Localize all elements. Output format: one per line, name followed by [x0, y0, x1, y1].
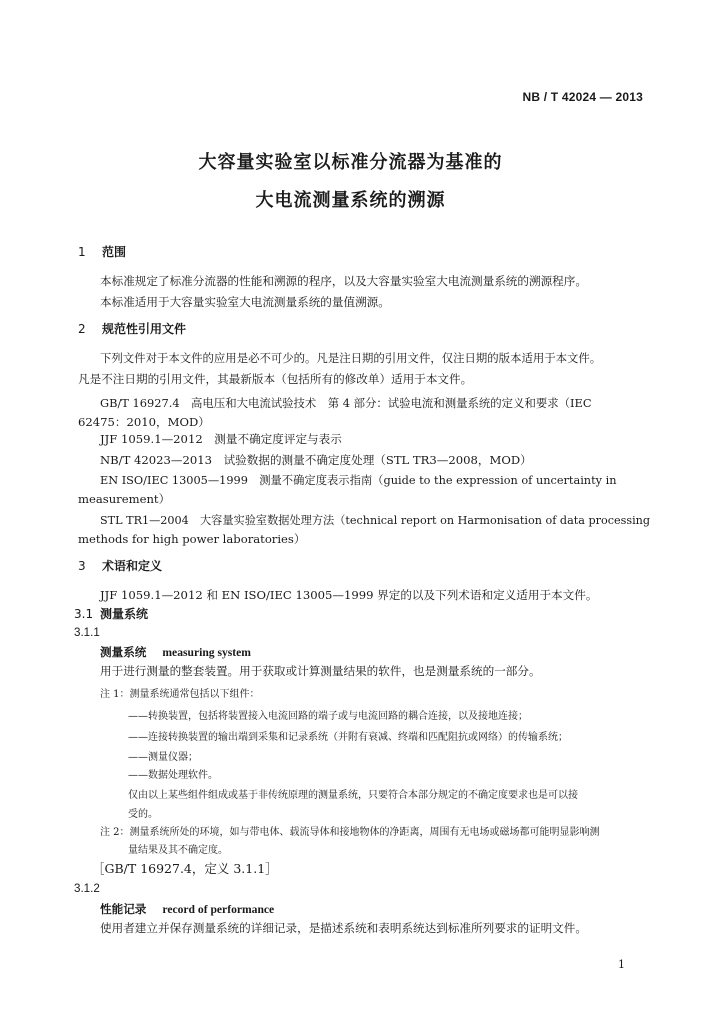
reference-item: methods for high power laboratories）	[78, 532, 306, 546]
section-3-heading	[78, 557, 658, 575]
reference-item: STL TR1—2004 大容量实验室数据处理方法（technical report on Harmonisation of data processing	[100, 514, 651, 527]
subsection-number: 3.1.1	[74, 626, 100, 639]
document-title-line-2: 大电流测量系统的溯源	[255, 190, 446, 211]
subsection-3-1-heading	[74, 605, 654, 623]
page-number: 1	[618, 958, 625, 971]
term-english: measuring system	[162, 646, 251, 659]
section-2-heading	[78, 320, 658, 338]
note-paragraph: 仅由以上某些组件组成或基于非传统原理的测量系统，只要符合本部分规定的不确定度要求也是可以接	[128, 790, 578, 801]
term-definition: 用于进行测量的整套装置。用于获取或计算测量结果的软件，也是测量系统的一部分。	[100, 664, 541, 678]
section-1-heading	[78, 243, 658, 261]
reference-item: NB/T 42023—2013 试验数据的测量不确定度处理（STL TR3—2008，MOD）	[100, 453, 532, 467]
document-title-line-1: 大容量实验室以标准分流器为基准的	[198, 152, 503, 173]
subsection-title: 测量系统	[100, 607, 149, 621]
section-number: 3	[78, 559, 86, 573]
term-entry	[100, 900, 680, 919]
paragraph: 本标准适用于大容量实验室大电流测量系统的量值溯源。	[100, 295, 390, 309]
reference-item: 62475：2010，MOD）	[78, 415, 210, 429]
reference-item: measurement）	[78, 492, 171, 506]
standard-number: NB / T 42024 — 2013	[522, 90, 643, 104]
paragraph: 下列文件对于本文件的应用是必不可少的。凡是注日期的引用文件，仅注日期的版本适用于本文件。	[100, 351, 602, 365]
section-title: 术语和定义	[102, 559, 163, 573]
term-chinese: 性能记录	[100, 902, 147, 916]
source-citation: ［GB/T 16927.4，定义 3.1.1］	[92, 861, 278, 876]
note-list-item: ——测量仪器；	[128, 752, 198, 763]
paragraph: JJF 1059.1—2012 和 EN ISO/IEC 13005—1999 界定的以及下列术语和定义适用于本文件。	[100, 588, 598, 602]
term-chinese: 测量系统	[100, 645, 147, 659]
note-list-item: ——转换装置，包括将装置接入电流回路的端子或与电流回路的耦合连接，以及接地连接；	[128, 711, 528, 722]
paragraph: 凡是不注日期的引用文件，其最新版本（包括所有的修改单）适用于本文件。	[78, 372, 473, 386]
section-number: 2	[78, 322, 86, 336]
section-number: 1	[78, 245, 86, 259]
term-definition: 使用者建立并保存测量系统的详细记录，是描述系统和表明系统达到标准所列要求的证明文件。	[100, 921, 587, 935]
reference-item: GB/T 16927.4 高电压和大电流试验技术 第 4 部分：试验电流和测量系统的定义和要求（IEC	[100, 396, 592, 410]
note-list-item: ——数据处理软件。	[128, 770, 218, 781]
subsection-number: 3.1	[74, 607, 94, 621]
section-title: 规范性引用文件	[102, 322, 187, 336]
term-entry	[100, 643, 680, 662]
note-list-item: ——连接转换装置的输出端到采集和记录系统（并附有衰减、终端和匹配阻抗或网络）的传输系统；	[128, 732, 568, 743]
term-english: record of performance	[162, 903, 275, 916]
section-title: 范围	[102, 245, 127, 259]
note-1-heading: 注 1：测量系统通常包括以下组件：	[100, 689, 260, 700]
paragraph: 本标准规定了标准分流器的性能和溯源的程序，以及大容量实验室大电流测量系统的溯源程序。	[100, 274, 587, 288]
note-2: 注 2：测量系统所处的环境，如与带电体、载流导体和接地物体的净距离，周围有无电场或磁场都可能明显影响测	[100, 827, 600, 838]
reference-item: JJF 1059.1—2012 测量不确定度评定与表示	[100, 432, 342, 446]
subsection-number: 3.1.2	[74, 882, 100, 895]
reference-item: EN ISO/IEC 13005—1999 测量不确定度表示指南（guide to the expression of uncertainty in	[100, 474, 617, 487]
note-2: 量结果及其不确定度。	[128, 845, 228, 856]
note-paragraph: 受的。	[128, 809, 158, 820]
